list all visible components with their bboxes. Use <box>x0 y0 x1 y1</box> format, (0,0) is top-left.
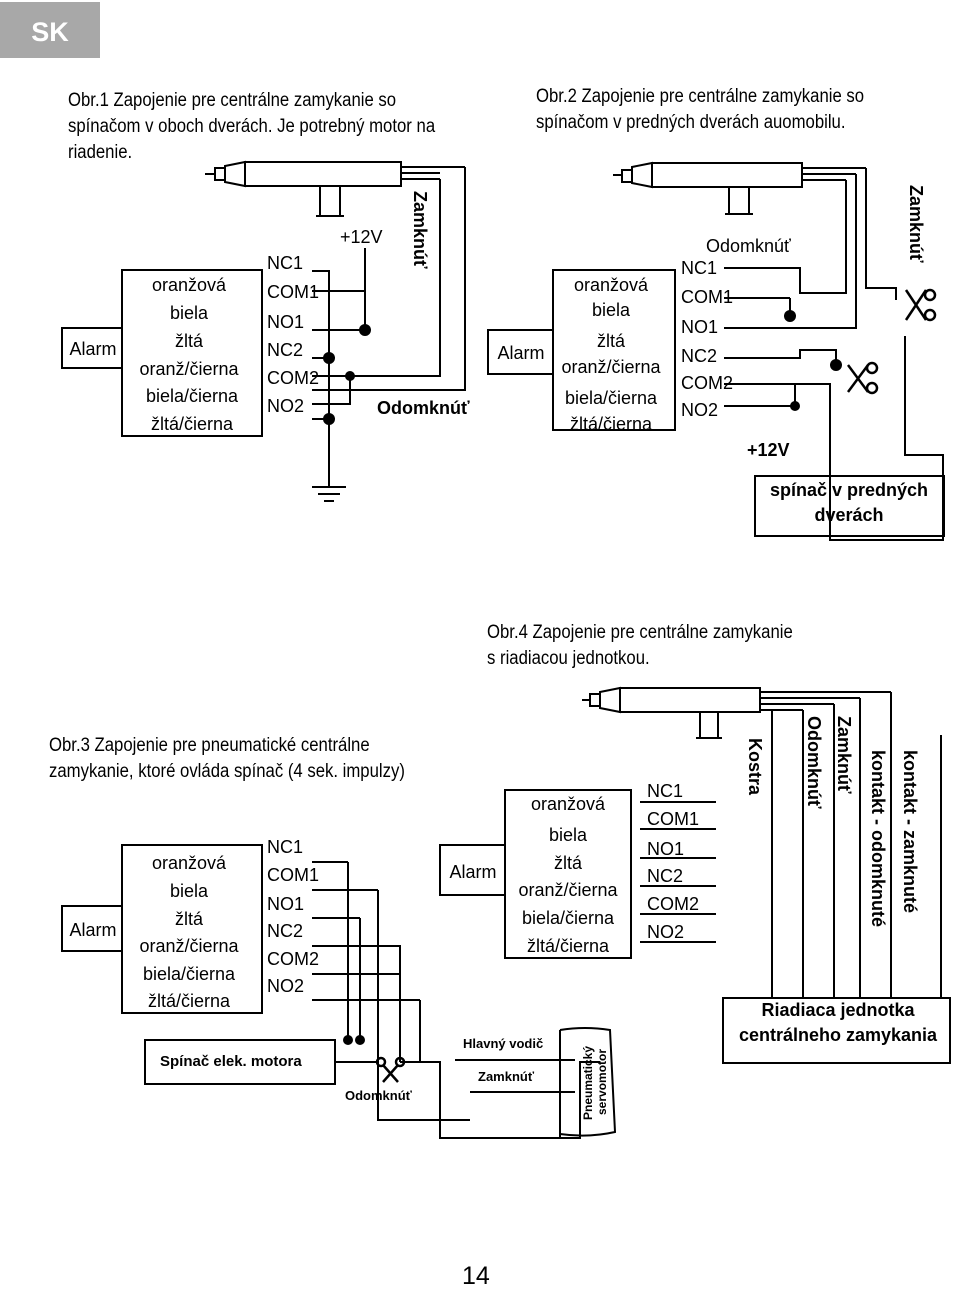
wire-color-label: oranžová <box>530 794 606 814</box>
wire-color-label: žltá <box>596 331 626 351</box>
fig4-contact-unlock-label: kontakt - odomknuté <box>868 750 888 928</box>
wire-color-label: biela <box>548 825 588 845</box>
fig4-caption-line2: s riadiacou jednotkou. <box>487 648 650 669</box>
fig2-plus12-label: +12V <box>747 440 790 460</box>
fig1-unlock-label: Odomknúť <box>377 398 470 418</box>
relay-pin-label: NC1 <box>267 253 304 273</box>
fig3-unlock-label: Odomknúť <box>345 1088 412 1103</box>
wire-color-label: biela/čierna <box>564 388 658 408</box>
fig2-caption-line1: Obr.2 Zapojenie pre centrálne zamykanie so <box>536 86 865 107</box>
wire-color-label: oranžová <box>151 275 227 295</box>
fig4-caption-line1: Obr.4 Zapojenie pre centrálne zamykanie <box>487 622 793 643</box>
wire-color-label: oranžová <box>573 275 649 295</box>
wire-color-label: žltá <box>174 331 204 351</box>
relay-pin-label: NO1 <box>267 312 305 332</box>
fig4-contact-lock-label: kontakt - zamknuté <box>900 750 920 914</box>
fig2-lock-label: Zamknúť <box>906 185 926 263</box>
relay-pin-label: NC2 <box>647 866 684 886</box>
relay-pin-label: NC2 <box>681 346 718 366</box>
fig2-alarm-label: Alarm <box>497 343 545 363</box>
relay-pin-label: COM1 <box>647 809 700 829</box>
relay-pin-label: NC1 <box>267 837 304 857</box>
fig4-wire-colors <box>518 794 618 956</box>
relay-pin-label: NO1 <box>647 839 685 859</box>
wire-color-label: žltá/čierna <box>569 414 653 434</box>
fig2-switch-label-line2: dverách <box>814 505 884 525</box>
fig2-relay-pins <box>681 258 733 420</box>
fig3-main-wire-label: Hlavný vodič <box>463 1036 544 1051</box>
language-badge: SK <box>0 2 100 58</box>
scissor-switch-icon <box>848 363 877 393</box>
scissor-switch-icon <box>906 290 935 320</box>
wire-color-label: žltá/čierna <box>150 414 234 434</box>
relay-pin-label: COM1 <box>267 865 320 885</box>
fig4-lock-label: Zamknúť <box>834 716 854 794</box>
fig1-relay-pins <box>267 253 319 416</box>
relay-pin-label: NO2 <box>647 922 685 942</box>
relay-pin-label: NC2 <box>267 921 304 941</box>
wire-color-label: biela/čierna <box>521 908 615 928</box>
wire-color-label: žltá <box>174 909 204 929</box>
fig1-caption-line1: Obr.1 Zapojenie pre centrálne zamykanie so <box>68 90 397 111</box>
wire-color-label: biela/čierna <box>142 964 236 984</box>
relay-pin-label: NO2 <box>267 396 305 416</box>
wire-color-label: biela/čierna <box>145 386 239 406</box>
fig2-caption-line2: spínačom v predných dverách auomobilu. <box>536 112 846 133</box>
wire-color-label: biela <box>169 303 209 323</box>
fig1-caption-line3: riadenie. <box>68 142 133 163</box>
wire-color-label: oranž/čierna <box>139 359 239 379</box>
fig2-actuator-icon <box>613 163 866 214</box>
fig4-ground-label: Kostra <box>745 738 765 796</box>
fig3-wire-colors <box>139 853 239 1011</box>
fig4-unit-label-line2: centrálneho zamykania <box>738 1025 938 1045</box>
fig4-color-box <box>505 790 631 958</box>
wire-color-label: oranž/čierna <box>139 936 239 956</box>
fig3-servo-label-line1: Pneumatický <box>581 1045 595 1120</box>
relay-pin-label: NC1 <box>647 781 684 801</box>
relay-pin-label: NC2 <box>267 340 304 360</box>
fig3-servo-label-line2: servomotor <box>595 1048 609 1115</box>
wire-color-label: oranž/čierna <box>518 880 618 900</box>
wire-color-label: biela <box>591 300 631 320</box>
wire-color-label: žltá/čierna <box>526 936 610 956</box>
fig3-caption-line2: zamykanie, ktoré ovláda spínač (4 sek. impulzy) <box>49 761 405 782</box>
wire-color-label: oranž/čierna <box>561 357 661 377</box>
fig2-wire-colors <box>561 275 661 434</box>
wire-color-label: žltá <box>553 853 583 873</box>
relay-pin-label: NO1 <box>681 317 719 337</box>
relay-pin-label: COM2 <box>681 373 734 393</box>
relay-pin-label: NC1 <box>681 258 718 278</box>
fig3-alarm-label: Alarm <box>69 920 117 940</box>
relay-pin-label: NO1 <box>267 894 305 914</box>
wire-color-label: biela <box>169 881 209 901</box>
page-number: 14 <box>462 1262 490 1290</box>
fig2-unlock-label: Odomknúť <box>706 236 791 256</box>
relay-pin-label: NO2 <box>681 400 719 420</box>
relay-pin-label: COM1 <box>681 287 734 307</box>
wire-color-label: žltá/čierna <box>147 991 231 1011</box>
fig4-relay-pins <box>647 781 699 942</box>
fig1-wire-colors <box>139 275 239 434</box>
fig3-lock-label: Zamknúť <box>478 1069 535 1084</box>
relay-pin-label: COM2 <box>647 894 700 914</box>
relay-pin-label: COM2 <box>267 949 320 969</box>
fig1-plus12-label: +12V <box>340 227 383 247</box>
fig3-motor-switch-label: Spínač elek. motora <box>160 1053 302 1070</box>
fig1-alarm-label: Alarm <box>69 339 117 359</box>
relay-pin-label: COM1 <box>267 282 320 302</box>
fig4-unit-label-line1: Riadiaca jednotka <box>761 1000 915 1020</box>
fig4-unlock-label: Odomknúť <box>804 716 824 809</box>
fig1-caption-line2: spínačom v oboch dverách. Je potrebný motor na <box>68 116 436 137</box>
fig3-relay-pins <box>267 837 319 996</box>
fig3-caption-line1: Obr.3 Zapojenie pre pneumatické centrálne <box>49 735 370 756</box>
fig2-switch-label-line1: spínač v predných <box>769 480 929 500</box>
relay-pin-label: COM2 <box>267 368 320 388</box>
fig4-alarm-label: Alarm <box>449 862 497 882</box>
relay-pin-label: NO2 <box>267 976 305 996</box>
wire-color-label: oranžová <box>151 853 227 873</box>
fig1-lock-label: Zamknúť <box>410 191 430 269</box>
